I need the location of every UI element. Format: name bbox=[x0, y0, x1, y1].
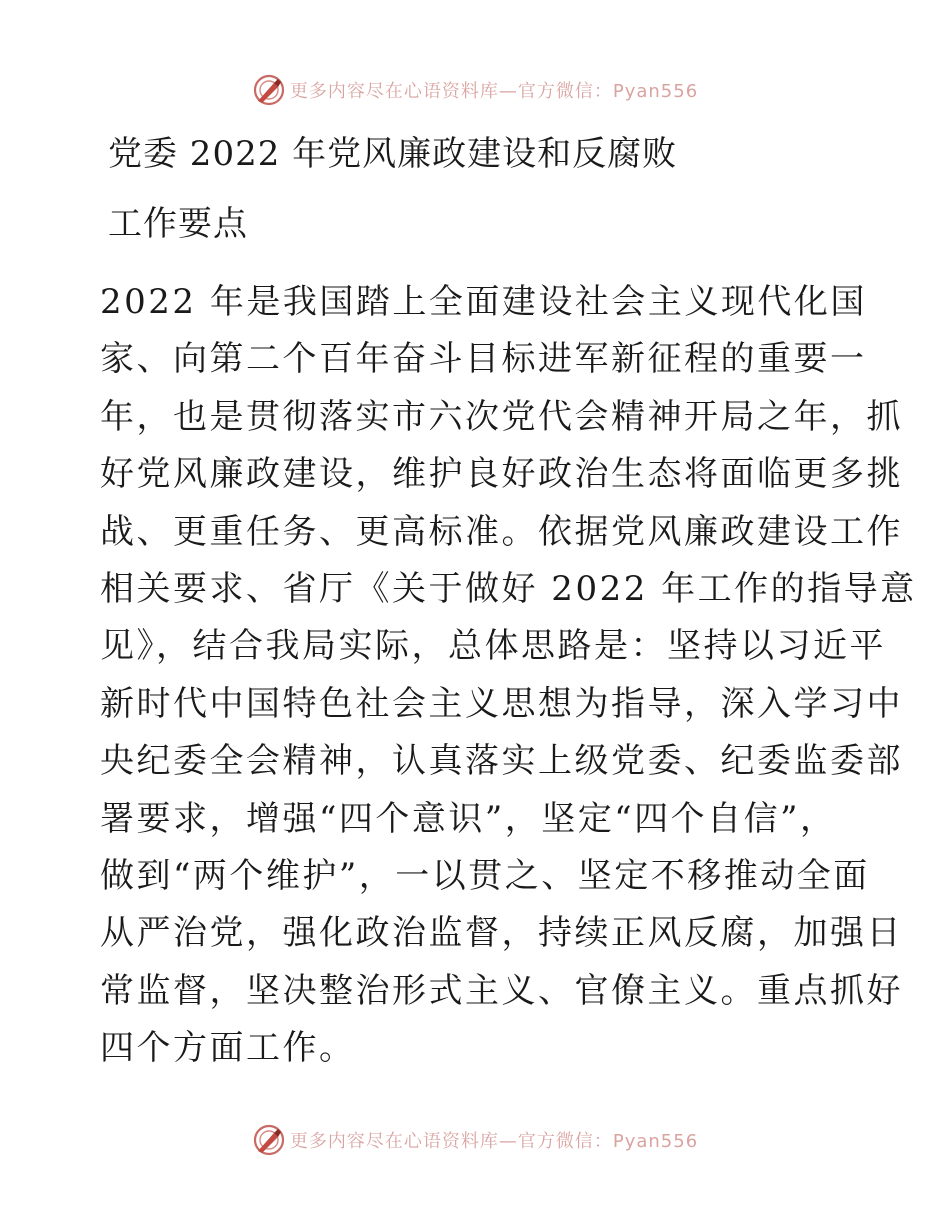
footer-watermark bbox=[0, 1120, 950, 1160]
watermark-text: 更多内容尽在心语资料库—官方微信：Pyan556 bbox=[289, 81, 699, 102]
body-line: 四个方面工作。 bbox=[100, 1028, 356, 1069]
body-line: 署要求，增强“四个意识”，坚定“四个自信”， bbox=[100, 798, 837, 839]
body-line: 战、更重任务、更高标准。依据党风廉政建设工作 bbox=[100, 511, 903, 552]
pen-logo-icon bbox=[252, 1123, 286, 1157]
document-title-line-2: 工作要点 bbox=[108, 204, 248, 244]
header-watermark bbox=[0, 70, 950, 110]
body-line: 见》，结合我局实际，总体思路是：坚持以习近平 bbox=[100, 626, 886, 667]
body-line: 家、向第二个百年奋斗目标进军新征程的重要一 bbox=[100, 339, 867, 380]
body-line: 做到“两个维护”，一以贯之、坚定不移推动全面 bbox=[100, 855, 870, 896]
body-line: 好党风廉政建设，维护良好政治生态将面临更多挑 bbox=[100, 454, 903, 495]
body-paragraph bbox=[100, 274, 917, 1077]
document-title: 党委 2022 年党风廉政建设和反腐败 bbox=[108, 134, 678, 174]
body-line: 央纪委全会精神，认真落实上级党委、纪委监委部 bbox=[100, 741, 903, 782]
body-line: 常监督，坚决整治形式主义、官僚主义。重点抓好 bbox=[100, 970, 903, 1011]
watermark-text: 更多内容尽在心语资料库—官方微信：Pyan556 bbox=[289, 1131, 699, 1152]
pen-logo-icon bbox=[252, 73, 286, 107]
body-line: 2022 年是我国踏上全面建设社会主义现代化国 bbox=[100, 282, 867, 322]
body-line: 相关要求、省厅《关于做好 2022 年工作的指导意 bbox=[100, 568, 917, 609]
body-line: 从严治党，强化政治监督，持续正风反腐，加强日 bbox=[100, 913, 903, 954]
body-line: 新时代中国特色社会主义思想为指导，深入学习中 bbox=[100, 683, 903, 724]
body-line: 年，也是贯彻落实市六次党代会精神开局之年，抓 bbox=[100, 396, 903, 437]
